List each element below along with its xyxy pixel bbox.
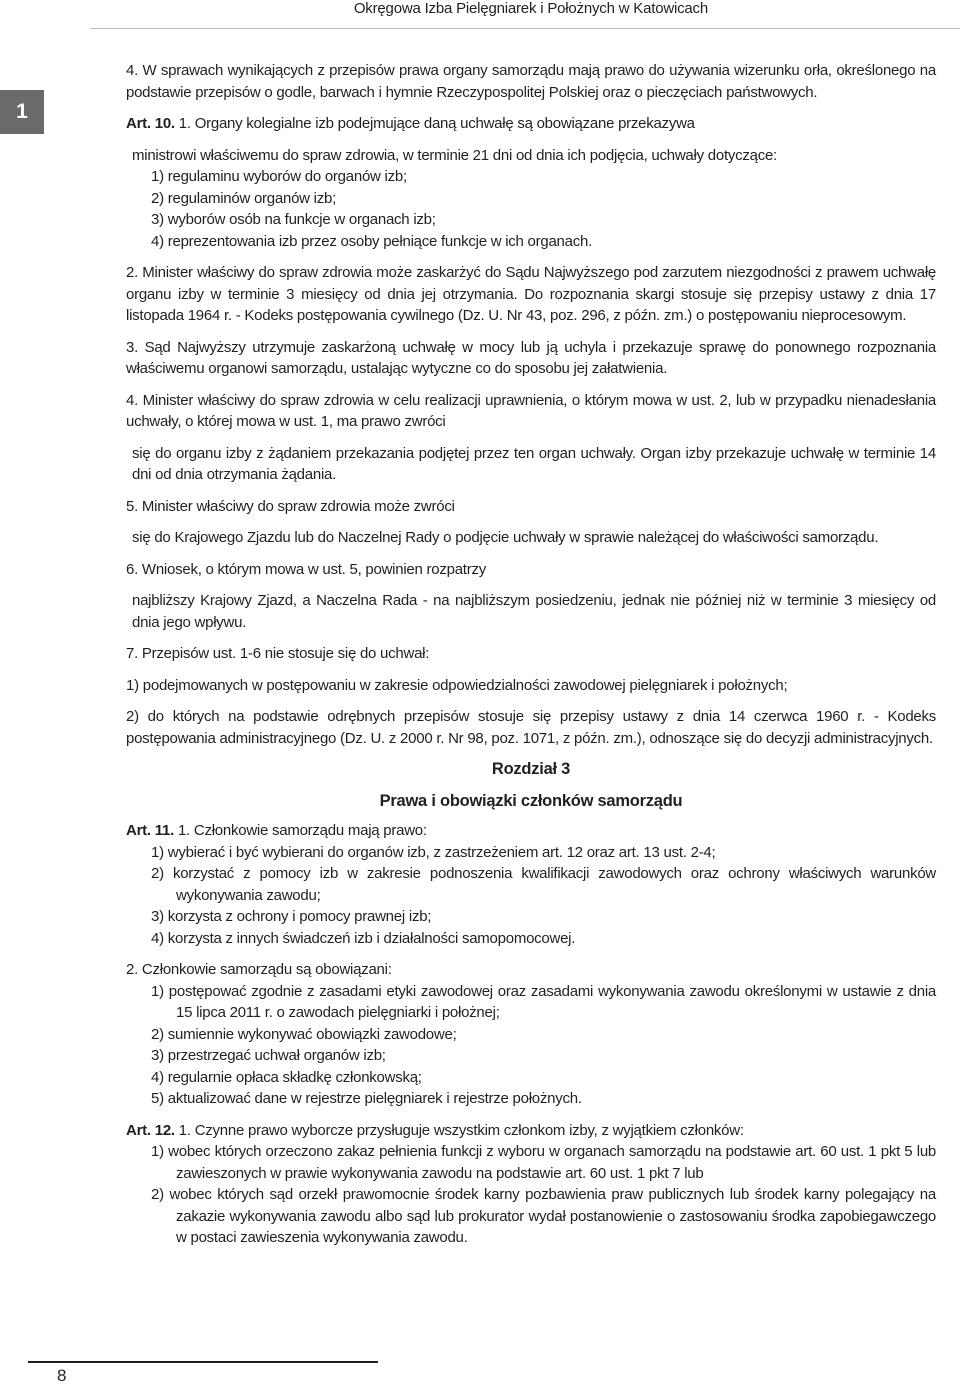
list-item: 4) reprezentowania izb przez osoby pełniące funkcje w ich organach. — [151, 232, 593, 250]
art-11-intro-text: 1. Członkowie samorządu mają prawo: — [174, 822, 427, 839]
art-10-paragraph-5-continuation: się do Krajowego Zjazdu lub do Naczelnej Rady o podjęcie uchwały w sprawie należącej do właściwości samorządu. — [132, 529, 879, 546]
page-number: 8 — [57, 1366, 67, 1385]
art-10-paragraph-7-item-1: 1) podejmowanych w postępowaniu w zakresie odpowiedzialności zawodowej pielęgniarek i położnych; — [126, 676, 788, 694]
list-item: 2) korzystać z pomocy izb w zakresie podnoszenia kwalifikacji zawodowych oraz ochrony właściwych warunków wykonywania zawodu; — [151, 865, 936, 904]
art-10-list — [126, 166, 936, 252]
art-11-paragraph-2: 2. Członkowie samorządu są obowiązani: — [126, 961, 392, 978]
list-item: 2) wobec których sąd orzekł prawomocnie środek karny pozbawienia praw publicznych lub środek karny polegający na zakazie wykonywania zawodu albo sąd lub prokurator wydał postanowienie o zastosowaniu środka zapobiegawczego w postaci zawieszenia wykonywania zawodu. — [151, 1186, 936, 1246]
list-item: 3) wyborów osób na funkcje w organach izb; — [151, 211, 436, 228]
art-10-intro-text: 1. Organy kolegialne izb podejmujące daną uchwałę są obowiązane przekazywa — [174, 115, 695, 132]
chapter-tab: 1 — [0, 90, 44, 134]
footer-rule — [28, 1361, 378, 1363]
art-11-duties-list — [126, 981, 936, 1110]
art-10-paragraph-3: 3. Sąd Najwyższy utrzymuje zaskarżoną uchwałę w mocy lub ją uchyla i przekazuje sprawę do ponownego rozpoznania właściwemu organowi samorządu, ustalając wytyczne co do sposobu jej załatwienia. — [126, 338, 936, 377]
art-12-list — [126, 1141, 936, 1249]
header-bar — [90, 0, 960, 29]
list-item: 2) regulaminów organów izb; — [151, 189, 337, 207]
document-body — [126, 60, 936, 1249]
list-item: 5) aktualizować dane w rejestrze pielęgniarek i rejestrze położnych. — [151, 1090, 582, 1107]
art-12-intro-text: 1. Czynne prawo wyborcze przysługuje wszystkim członkom izby, z wyjątkiem członków: — [174, 1121, 744, 1139]
chapter-heading: Rozdział 3 — [491, 760, 571, 778]
art-11-rights-list — [126, 842, 936, 950]
art-10-paragraph-6: 6. Wniosek, o którym mowa w ust. 5, powinien rozpatrzy — [126, 560, 486, 578]
art-12-label: Art. 12. — [126, 1121, 175, 1139]
art-10-paragraph-7-item-2: 2) do których na podstawie odrębnych przepisów stosuje się przepisy ustawy z dnia 14 czerwca 1960 r. - Kodeks postępowania administracyjnego (Dz. U. z 2000 r. Nr 98, poz. 1071, z późn. zm.), odnoszące się do decyzji administracyjnych. — [126, 708, 936, 747]
list-item: 3) korzysta z ochrony i pomocy prawnej izb; — [151, 908, 432, 925]
art-10-paragraph-7: 7. Przepisów ust. 1-6 nie stosuje się do uchwał: — [126, 645, 430, 662]
list-item: 2) sumiennie wykonywać obowiązki zawodowe; — [151, 1025, 457, 1043]
paragraph-4: 4. W sprawach wynikających z przepisów prawa organy samorządu mają prawo do używania wizerunku orła, określonego na podstawie przepisów o godle, barwach i hymnie Rzeczypospolitej Polskiej oraz o pieczęciach państwowych. — [126, 62, 936, 101]
header-title: Okręgowa Izba Pielęgniarek i Położnych w Katowicach — [353, 0, 708, 17]
art-10-label: Art. 10. — [126, 115, 175, 132]
list-item: 4) korzysta z innych świadczeń izb i działalności samopomocowej. — [151, 929, 576, 947]
art-10-paragraph-4-continuation: się do organu izby z żądaniem przekazania podjętej przez ten organ uchwały. Organ izby przekazuje uchwałę w terminie 14 dni od dnia otrzymania żądania. — [132, 444, 936, 483]
art-11-intro — [126, 820, 936, 842]
list-item: 3) przestrzegać uchwał organów izb; — [151, 1047, 386, 1064]
art-10-paragraph-2: 2. Minister właściwy do spraw zdrowia może zaskarżyć do Sądu Najwyższego pod zarzutem niezgodności z prawem uchwałę organu izby w terminie 3 miesięcy od dnia jej otrzymania. Do rozpoznania skargi stosuje się przepisy ustawy z dnia 17 listopada 1964 r. - Kodeks postępowania cywilnego (Dz. U. Nr 43, poz. 296, z późn. zm.) o postępowaniu nieprocesowym. — [126, 264, 936, 324]
list-item: 1) regulaminu wyborów do organów izb; — [151, 168, 407, 185]
chapter-title: Prawa i obowiązki członków samorządu — [379, 791, 683, 810]
list-item: 1) wybierać i być wybierani do organów izb, z zastrzeżeniem art. 12 oraz art. 13 ust. 2-4; — [151, 843, 716, 861]
art-10-continuation: ministrowi właściwemu do spraw zdrowia, w terminie 21 dni od dnia ich podjęcia, uchwały dotyczące: — [132, 146, 777, 164]
art-10-paragraph-6-continuation: najbliższy Krajowy Zjazd, a Naczelna Rada - na najbliższym posiedzeniu, jednak nie później niż w terminie 3 miesięcy od dnia jego wpływu. — [132, 592, 936, 631]
art-10-paragraph-4: 4. Minister właściwy do spraw zdrowia w celu realizacji uprawnienia, o którym mowa w ust. 2, lub w przypadku nienadesłania uchwały, o której mowa w ust. 1, ma prawo zwróci — [126, 391, 936, 430]
art-10-intro — [126, 113, 936, 135]
art-10-paragraph-5: 5. Minister właściwy do spraw zdrowia może zwróci — [126, 497, 455, 515]
list-item: 4) regularnie opłaca składkę członkowską; — [151, 1068, 422, 1086]
art-12-intro — [126, 1120, 936, 1142]
list-item: 1) wobec których orzeczono zakaz pełnienia funkcji z wyboru w organach samorządu na podstawie art. 60 ust. 1 pkt 5 lub zawieszonych w prawie wykonywania zawodu na podstawie art. 60 ust. 1 pkt 7 lub — [151, 1143, 936, 1182]
list-item: 1) postępować zgodnie z zasadami etyki zawodowej oraz zasadami wykonywania zawodu określonymi w ustawie z dnia 15 lipca 2011 r. o zawodach pielęgniarki i położnej; — [151, 982, 936, 1021]
art-11-label: Art. 11. — [126, 822, 175, 839]
